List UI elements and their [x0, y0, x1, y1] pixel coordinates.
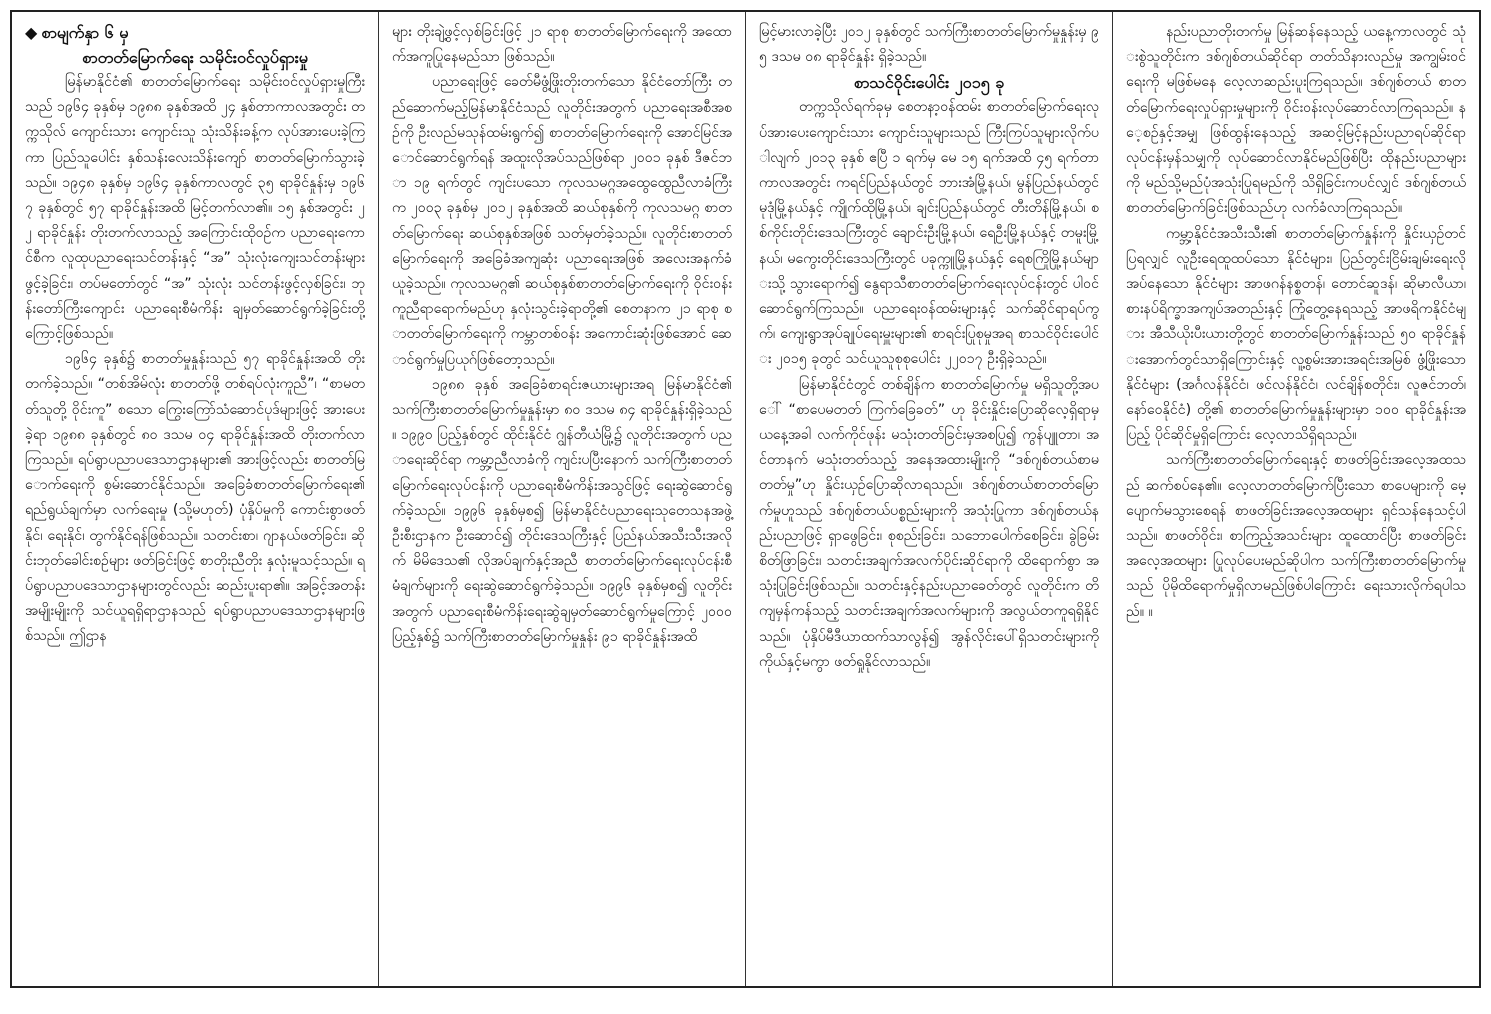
article-title: စာတတ်မြောက်ရေး သမိုင်းဝင်လှုပ်ရှားမှု [82, 48, 308, 67]
paragraph: မြန်မာနိုင်ငံ၏ စာတတ်မြောက်ရေး သမိုင်းဝင်လှုပ်ရှားမှုကြီးသည် ၁၉၆၄ ခုနှစ်မှ ၁၉၈၈ ခုနှစ်အထိ ၂၄ နှစ်တာကာလအတွင်း တက္ကသိုလ် ကျောင်းသား ကျောင်းသူ သုံးသိန်းခန့်က လုပ်အားပေးခဲ့ကြကာ ပြည်သူပေါင်း နှစ်သန်းလေးသိန်းကျော် စာတတ်မြောက်သွားခဲ့သည်။ ၁၉၄၈ ခုနှစ်မှ ၁၉၆၄ ခုနှစ်ကာလတွင် ၃၅ ရာခိုင်နှုန်းမှ ၁၉၆၇ ခုနှစ်တွင် ၅၇ ရာခိုင်နှုန်းအထိ မြင့်တက်လာ၏။ ၁၅ နှစ်အတွင်း ၂၂ ရာခိုင်နှုန်း တိုးတက်လာသည့် အကြောင်းထိုဝဥ်က ပညာရေးကောင်စီက လူထုပညာရေးသင်တန်းနှင့် “အ” သုံးလုံးကျေးသင်တန်းများဖွင့်ခဲ့ခြင်း၊ တပ်မတော်တွင် “အ” သုံးလုံး သင်တန်းဖွင့်လှစ်ခြင်း၊ ဘုန်းတော်ကြီးကျောင်း ပညာရေးစီမံကိန်း ချမှတ်ဆောင်ရွက်ခဲ့ခြင်းတို့ကြောင့်ဖြစ်သည်။ [25, 74, 365, 343]
paragraph: နည်းပညာတိုးတက်မှု မြန်ဆန်နေသည့် ယနေ့ကာလတွင် သုံးစွဲသူတိုင်းက ဒစ်ဂျစ်တယ်ဆိုင်ရာ တတ်သိနားလည်မှု အကျွမ်းဝင်ရေးကို မဖြစ်မနေ လေ့လာဆည်းပူးကြရသည်။ ဒစ်ဂျစ်တယ် စာတတ်မြောက်ရေးလှုပ်ရှားမှုများကို ဝိုင်းဝန်းလုပ်ဆောင်လာကြရသည်။ နေ့စဉ်နှင့်အမျှ ဖြစ်ထွန်းနေသည့် အဆင့်မြင့်နည်းပညာရပ်ဆိုင်ရာ လုပ်ငန်းမှန်သမျှကို လုပ်ဆောင်လာနိုင်မည်ဖြစ်ပြီး ထိုနည်းပညာများကို မည်သို့မည်ပုံအသုံးပြုရမည်ကို သိရှိခြင်းကပင်လျှင် ဒစ်ဂျစ်တယ်စာတတ်မြောက်ခြင်းဖြစ်သည်ဟု လက်ခံလာကြရသည်။ [1126, 24, 1466, 217]
continuation-line [25, 20, 365, 45]
paragraph: ၁၉၆၄ ခုနှစ်၌ စာတတ်မှုနှုန်းသည် ၅၇ ရာခိုင်နှုန်းအထိ တိုးတက်ခဲ့သည်။ “တစ်အိမ်လုံး စာတတ်ဖို့ တစ်ရပ်လုံးကူညီ”၊ “စာမတတ်သူတို့ ဝိုင်းကူ” စသော ကြွေးကြော်သံဆောင်ပုဒ်များဖြင့် အားပေးခဲ့ရာ ၁၉၈၈ ခုနှစ်တွင် ၈၀ ဒသမ ၀၄ ရာခိုင်နှုန်းအထိ တိုးတက်လာကြသည်။ ရပ်ရွာပညာပဒေသာဌာနများ၏ အားဖြင့်လည်း စာတတ်မြောက်ရေးကို စွမ်းဆောင်နိုင်သည်။ အခြေခံစာတတ်မြောက်ရေး၏ ရည်ရွယ်ချက်မှာ လက်ရေးမှု (သို့မဟုတ်) ပုံနှိပ်မှုကို ကောင်းစွာဖတ်နိုင်၊ ရေးနိုင်၊ တွက်နိုင်ရန်ဖြစ်သည်။ သတင်းစာ၊ ဂျာနယ်ဖတ်ခြင်း၊ ဆိုင်းဘုတ်ခေါင်းစဉ်များ ဖတ်ခြင်းဖြင့် စာတိုးညီတိုး နှလုံးမူသင့်သည်။ ရပ်ရွာပညာပဒေသာဌာနများတွင်လည်း ဆည်းပူးရာ၏။ အခြင့်အတန်းအမျိုးမျိုးကို သင်ယူရရှိရာဌာနသည် ရပ်ရွာပညာပဒေသာဌာနများဖြစ်သည်။ ဤဌာန [25, 351, 365, 645]
diamond-bullet-icon: ◆ [25, 23, 38, 42]
paragraph: ကမ္ဘာ့နိုင်ငံအသီးသီး၏ စာတတ်မြောက်နှုန်းကို နှိုင်းယှဉ်တင်ပြရလျှင် လူဦးရေထူထပ်သော နိုင်ငံများ၊ ပြည်တွင်းငြိမ်းချမ်းရေးလိုအပ်နေသော နိုင်ငံများ အာဖဂန်နစ္စတန်၊ တောင်ဆူဒန်၊ ဆိုမာလီယာ၊ စားနပ်ရိက္ခာအကျပ်အတည်းနှင့် ကြုံတွေ့နေရသည့် အာဖရိကနိုင်ငံများ အီသီယိုးပီးယားတို့တွင် စာတတ်မြောက်နှုန်းသည် ၅၀ ရာခိုင်နှုန်းအောက်တွင်သာရှိကြောင်းနှင့် လူ့စွမ်းအားအရင်းအမြစ် ဖွံ့ဖြိုးသောနိုင်ငံများ (အင်္ဂလန်နိုင်ငံ၊ ဖင်လန်နိုင်ငံ၊ လင်ချိန်စတိုင်း၊ လူဇင်ဘတ်၊ နော်ဝေနိုင်ငံ) တို့၏ စာတတ်မြောက်မှုနှုန်းများမှာ ၁၀၀ ရာခိုင်နှုန်းအပြည့် ပိုင်ဆိုင်မှုရှိကြောင်း လေ့လာသိရှိရသည်။ [1126, 225, 1466, 444]
article-column-3 [745, 12, 1112, 986]
closing-paragraph: သက်ကြီးစာတတ်မြောက်ရေးနှင့် စာဖတ်ခြင်းအလေ့အထသည် ဆက်စပ်နေ၏။ လေ့လာတတ်မြောက်ပြီးသော စာပေများကို မေ့ပျောက်မသွားစေရန် စာဖတ်ခြင်းအလေ့အထများ ရှင်သန်နေသင့်ပါသည်။ စာဖတ်ဝိုင်း၊ စာကြည့်အသင်းများ ထူထောင်ပြီး စာဖတ်ခြင်းအလေ့အထများ ပြုလုပ်ပေးမည်ဆိုပါက သက်ကြီးစာတတ်မြောက်မှုသည် ပိုမိုထိရောက်မှုရှိလာမည်ဖြစ်ပါကြောင်း ရေးသားလိုက်ရပါသည်။ ။ [1126, 452, 1466, 620]
article-column-4 [1112, 12, 1479, 986]
newspaper-page [10, 10, 1481, 988]
section-subheading: စာသင်ဝိုင်းပေါင်း ၂၀၁၅ ခု [853, 73, 1005, 93]
paragraph: ပညာရေးဖြင့် ခေတ်မီဖွံ့ဖြိုးတိုးတက်သော နိုင်ငံတော်ကြီး တည်ဆောက်မည့်မြန်မာနိုင်ငံသည် လူတိုင်းအတွက် ပညာရေးအစီအစဉ်ကို ဦးလည်မသုန်ထမ်းရွက်၍ စာတတ်မြောက်ရေးကို အောင်မြင်အောင်ဆောင်ရွက်ရန် အထူးလိုအပ်သည်ဖြစ်ရာ ၂၀၀၁ ခုနှစ် ဒီဇင်ဘာ ၁၉ ရက်တွင် ကျင်းပသော ကုလသမဂ္ဂအထွေထွေညီလာခံကြီးက ၂၀၀၃ ခုနှစ်မှ ၂၀၁၂ ခုနှစ်အထိ ဆယ်စုနှစ်ကို ကုလသမဂ္ဂ စာတတ်မြောက်ရေး ဆယ်စုနှစ်အဖြစ် သတ်မှတ်ခဲ့သည်။ လူတိုင်းစာတတ်မြောက်ရေးကို အခြေခံအကျဆုံး ပညာရေးအဖြစ် အလေးအနက်ခံယူခဲ့သည်။ ကုလသမဂ္ဂ၏ ဆယ်စုနှစ်စာတတ်မြောက်ရေးကို ဝိုင်းဝန်းကူညီရာရောက်မည်ဟု နှလုံးသွင်းခဲ့ရာတို့၏ စေတနာက ၂၁ ရာစု စာတတ်မြောက်ရေးကို ကမ္ဘာတစ်ဝန်း အကောင်းဆုံးဖြစ်အောင် ဆောင်ရွက်မှုပြယုဂ်ဖြစ်တော့သည်။ [392, 74, 732, 368]
paragraph: ၁၉၈၈ ခုနှစ် အခြေခံစာရင်းဇယားများအရ မြန်မာနိုင်ငံ၏ သက်ကြီးစာတတ်မြောက်မှုနှုန်းမှာ ၈၀ ဒသမ ၈၄ ရာခိုင်နှုန်းရှိခဲ့သည်။ ၁၉၉၀ ပြည့်နှစ်တွင် ထိုင်းနိုင်ငံ ဂျွန်တီယံမြို့၌ လူတိုင်းအတွက် ပညာရေးဆိုင်ရာ ကမ္ဘာ့ညီလာခံကို ကျင်းပပြီးနောက် သက်ကြီးစာတတ်မြောက်ရေးလုပ်ငန်းကို ပညာရေးစီမံကိန်းအသွင်ဖြင့် ရေးဆွဲဆောင်ရွက်ခဲ့သည်။ ၁၉၉၆ ခုနှစ်မှစ၍ မြန်မာနိုင်ငံပညာရေးသုတေသနအဖွဲ့ ဦးစီးဌာနက ဦးဆောင်၍ တိုင်းဒေသကြီးနှင့် ပြည်နယ်အသီးသီးအလိုက် မိမိဒေသ၏ လိုအပ်ချက်နှင့်အညီ စာတတ်မြောက်ရေးလုပ်ငန်းစီမံချက်များကို ရေးဆွဲဆောင်ရွက်ခဲ့သည်။ ၁၉၉၆ ခုနှစ်မှစ၍ လူတိုင်းအတွက် ပညာရေးစီမံကိန်းရေးဆွဲချမှတ်ဆောင်ရွက်မှုကြောင့် ၂၀၀၀ ပြည့်နှစ်၌ သက်ကြီးစာတတ်မြောက်မှုနှုန်း ၉၁ ရာခိုင်နှုန်းအထိ [392, 376, 732, 645]
paragraph: မြင့်မားလာခဲ့ပြီး ၂၀၁၂ ခုနှစ်တွင် သက်ကြီးစာတတ်မြောက်မှုနှုန်းမှ ၉၅ ဒသမ ၀၈ ရာခိုင်နှုန်း ရှိခဲ့သည်။ [759, 24, 1099, 66]
article-column-2 [378, 12, 745, 986]
paragraph: များ တိုးချဲ့ဖွင့်လှစ်ခြင်းဖြင့် ၂၁ ရာစု စာတတ်မြောက်ရေးကို အထောက်အကူပြုနေမည်သာ ဖြစ်သည်။ [392, 24, 732, 66]
paragraph: မြန်မာနိုင်ငံတွင် တစ်ချိန်က စာတတ်မြောက်မှု မရှိသူတို့အပေါ် “စာပေမတတ် ကြက်ခြေခတ်” ဟု ခိုင်းနှိုင်းပြောဆိုလေ့ရှိရာမှ ယနေ့အခါ လက်ကိုင်ဖုန်း မသုံးတတ်ခြင်းမှအစပြု၍ ကွန်ပျူတာ၊ အင်တာနက် မသုံးတတ်သည့် အနေအထားမျိုးကို “ဒစ်ဂျစ်တယ်စာမတတ်မှု”ဟု နှိုင်းယှဉ်ပြောဆိုလာရသည်။ ဒစ်ဂျစ်တယ်စာတတ်မြောက်မှုဟူသည် ဒစ်ဂျစ်တယ်ပစ္စည်းများကို အသုံးပြုကာ ဒစ်ဂျစ်တယ်နည်းပညာဖြင့် ရှာဖွေခြင်း၊ စုစည်းခြင်း၊ သဘောပေါက်စေခြင်း၊ ခွဲခြမ်းစိတ်ဖြာခြင်း၊ သတင်းအချက်အလက်ပိုင်းဆိုင်ရာကို ထိရောက်စွာ အသုံးပြုခြင်းဖြစ်သည်။ သတင်းနှင့်နည်းပညာခေတ်တွင် လူတိုင်းက တိကျမှန်ကန်သည့် သတင်းအချက်အလက်များကို အလွယ်တကူရရှိနိုင်သည်။ ပုံနှိပ်မီဒီယာထက်သာလွန်၍ အွန်လိုင်းပေါ်ရှိသတင်းများကို ကိုယ်နှင့်မကွာ ဖတ်ရှုနိုင်လာသည်။ [759, 376, 1099, 670]
paragraph: တက္ကသိုလ်ရက်ခုမှ စေတနာ့ဝန်ထမ်း စာတတ်မြောက်ရေးလုပ်အားပေးကျောင်းသား ကျောင်းသူများသည် ကြီးကြပ်သူများလိုက်ပါလျက် ၂၀၁၃ ခုနှစ် ဧပြီ ၁ ရက်မှ မေ ၁၅ ရက်အထိ ၄၅ ရက်တာကာလအတွင်း ကရင်ပြည်နယ်တွင် ဘားအံမြို့နယ်၊ မွန်ပြည်နယ်တွင် မုဒုံမြို့နယ်နှင့် ကျိုက်ထိုမြို့နယ်၊ ချင်းပြည်နယ်တွင် တီးတိန်မြို့နယ်၊ စစ်ကိုင်းတိုင်းဒေသကြီးတွင် ချောင်းဦးမြို့နယ်၊ ရေဦးမြို့နယ်နှင့် တမူးမြို့နယ်၊ မကွေးတိုင်းဒေသကြီးတွင် ပခုက္ကူမြို့နယ်နှင့် ရေစကြိုမြို့နယ်များသို့ သွားရောက်၍ နွေရာသီစာတတ်မြောက်ရေးလုပ်ငန်းတွင် ပါဝင်ဆောင်ရွက်ကြသည်။ ပညာရေးဝန်ထမ်းများနှင့် သက်ဆိုင်ရာရပ်ကွက်၊ ကျေးရွာအုပ်ချုပ်ရေးမှူးများ၏ စာရင်းပြုစုမှုအရ စာသင်ဝိုင်းပေါင်း ၂၀၁၅ ခုတွင် သင်ယူသူစုစုပေါင်း ၂၂၀၁၇ ဦးရှိခဲ့သည်။ [759, 99, 1099, 368]
continued-from-label: စာမျက်နှာ ၆ မှ [41, 23, 129, 42]
article-column-1 [12, 12, 378, 986]
